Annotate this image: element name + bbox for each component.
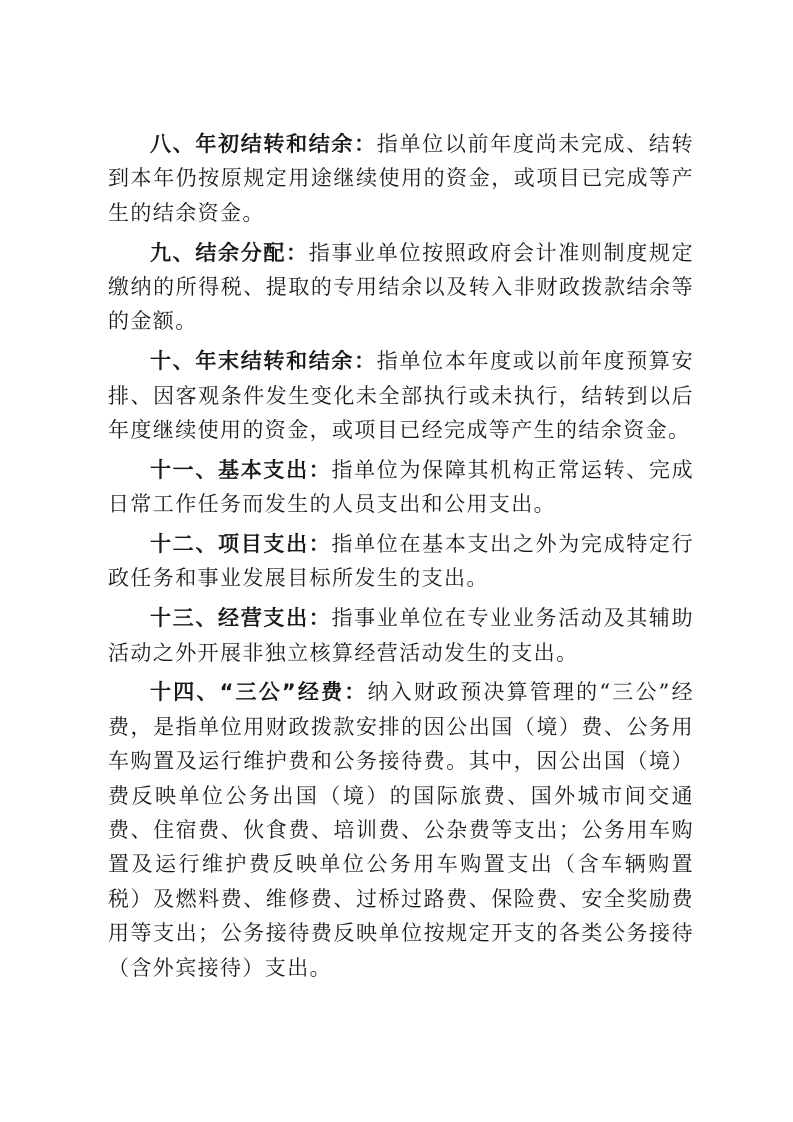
paragraph-operating-expenditure (108, 601, 694, 670)
term-heading: 十、年末结转和结余： (150, 349, 377, 374)
term-definition: 指单位为保障其机构正常运转、完成日常工作任务而发生的人员支出和公用支出。 (108, 457, 695, 517)
paragraph-project-expenditure (108, 527, 694, 596)
term-heading: 九、结余分配： (150, 240, 309, 265)
term-definition: 指事业单位在专业业务活动及其辅助活动之外开展非独立核算经营活动发生的支出。 (108, 606, 695, 665)
paragraph-carryover-end (108, 344, 694, 447)
paragraph-carryover-begin (108, 127, 694, 230)
term-definition: 纳入财政预决算管理的“三公”经费，是指单位用财政拨款安排的因公出国（境）费、公务用车购置及运行维护费和公务接待费。其中，因公出国（境）费反映单位公务出国（境）的国际旅费、国外城市间交通费、住宿费、伙食费、培训费、公杂费等支出；公务用车购置及运行维护费反映单位公务用车购置支出（含车辆购置税）及燃料费、维修费、过桥过路费、保险费、安全奖励费用等支出；公务接待费反映单位按规定开支的各类公务接待（含外宾接待）支出。 (108, 680, 694, 980)
term-definition: 指单位本年度或以前年度预算安排、因客观条件发生变化未全部执行或未执行，结转到以后年度继续使用的资金，或项目已经完成等产生的结余资金。 (108, 349, 694, 443)
term-definition: 指单位以前年度尚未完成、结转到本年仍按原规定用途继续使用的资金，或项目已完成等产生的结余资金。 (108, 132, 694, 225)
term-heading: 十二、项目支出： (150, 532, 332, 557)
term-definition: 指单位在基本支出之外为完成特定行政任务和事业发展目标所发生的支出。 (108, 532, 695, 591)
term-heading: 十三、经营支出： (150, 606, 332, 631)
term-heading: 八、年初结转和结余： (150, 132, 377, 156)
term-heading: 十一、基本支出： (150, 457, 332, 482)
document-body (108, 127, 694, 990)
term-heading: 十四、“三公”经费： (150, 680, 368, 705)
paragraph-basic-expenditure (108, 453, 694, 522)
paragraph-three-public-expenses (108, 675, 694, 985)
paragraph-surplus-distribution (108, 236, 694, 339)
term-definition: 指事业单位按照政府会计准则制度规定缴纳的所得税、提取的专用结余以及转入非财政拨款结余等的金额。 (108, 240, 694, 334)
